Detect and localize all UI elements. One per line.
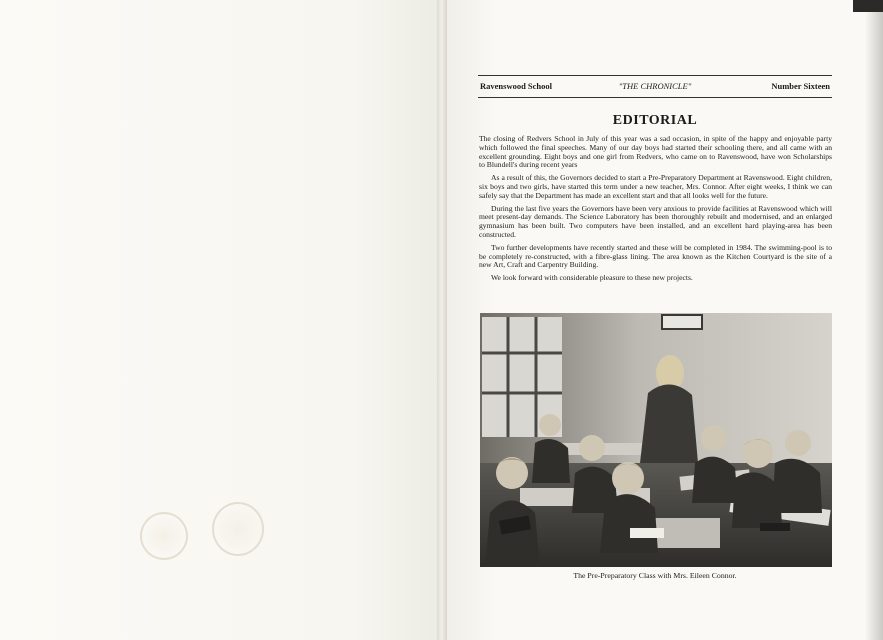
- header-rule-top: [478, 75, 832, 76]
- running-header: [478, 78, 832, 94]
- water-stain: [212, 502, 264, 556]
- article-paragraph: As a result of this, the Governors decided to start a Pre-Preparatory Department at Ravenswood. Eight children, six boys and two girls, have started this term under a new teacher, Mrs. Connor. After eight weeks, I think we can safely say that the Department has made an excellent start and that all looks well for the future.: [479, 173, 832, 200]
- article-paragraph: Two further developments have recently started and these will be completed in 1984. The swimming-pool is to be completely re-constructed, with a fibre-glass lining. The area known as the Kitchen Courtyard is the site of a new Art, Craft and Carpentry Building.: [479, 242, 832, 270]
- article-paragraph: During the last five years the Governors have been very anxious to provide facilities at Ravenswood which will meet present-day demands. The Science Laboratory has been thoroughly rebuilt and modernised, and an enlarged gymnasium has been built. Two computers have been installed, and an excellent hard playing-area has been constructed.: [479, 203, 832, 239]
- scan-corner: [853, 0, 883, 12]
- classroom-photo-illustration: [480, 313, 832, 567]
- page-gutter: [437, 0, 447, 640]
- page-edge-shadow: [865, 0, 883, 640]
- header-school-name: Ravenswood School: [480, 81, 553, 91]
- article-title: EDITORIAL: [612, 113, 698, 128]
- left-page-blank: [0, 0, 441, 640]
- article-paragraph: The closing of Redvers School in July of this year was a sad occasion, in spite of the happy and enjoyable party which followed the final speeches. Many of our day boys had started their schooling there, and all came with an excellent grounding. Eight boys and one girl from Redvers, who came on to Ravenswood, have won Scholarships to Blundell's during recent years: [479, 134, 832, 170]
- article-body: [479, 135, 832, 287]
- header-issue-number: Number Sixteen: [771, 81, 830, 91]
- header-publication-title: "THE CHRONICLE": [618, 81, 692, 91]
- article-paragraph: We look forward with considerable pleasure to these new projects.: [491, 273, 693, 283]
- header-rule-bottom: [478, 97, 832, 98]
- water-stain: [140, 512, 188, 560]
- classroom-photo: [480, 313, 832, 567]
- photo-caption: The Pre-Preparatory Class with Mrs. Eileen Connor.: [573, 571, 737, 580]
